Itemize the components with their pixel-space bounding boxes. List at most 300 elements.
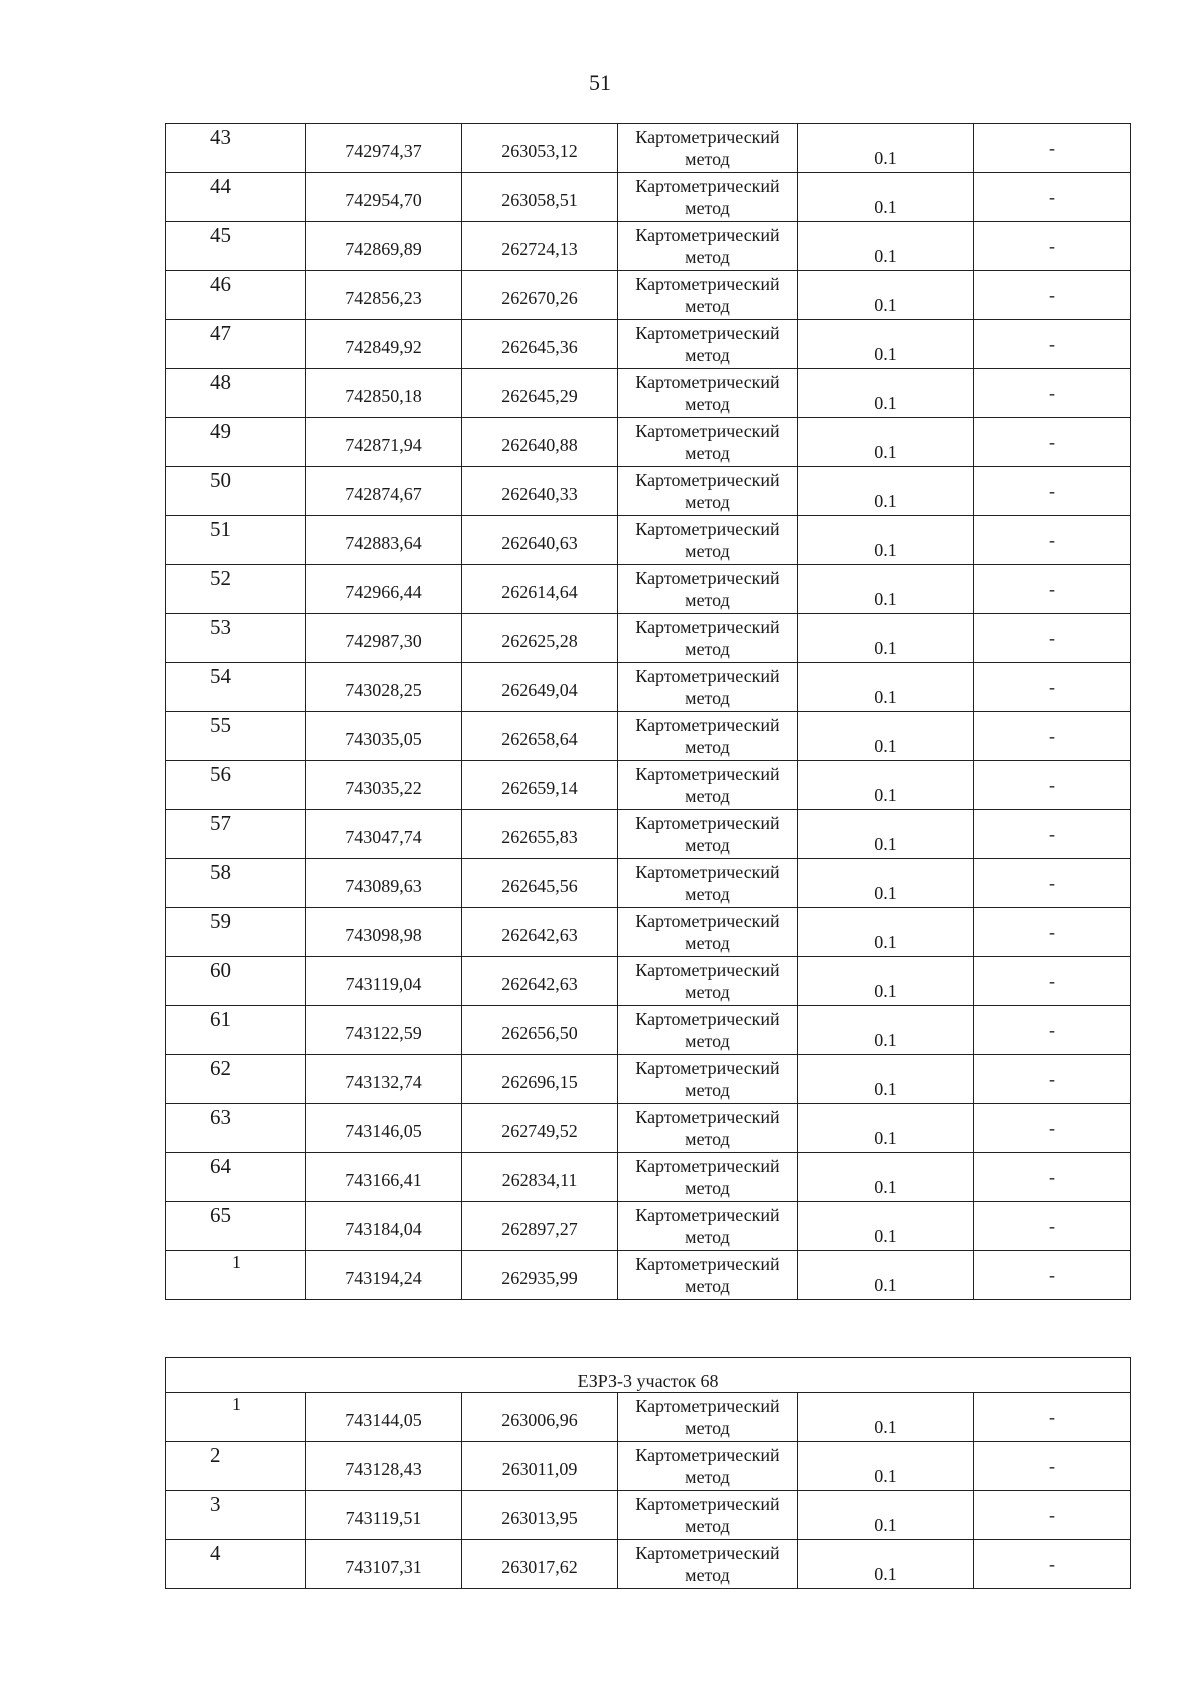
x-coordinate-cell [306,124,462,173]
description-dash: - [1049,774,1055,795]
point-number: 43 [210,125,231,149]
method-line-2: метод [685,198,730,218]
description-dash: - [1049,872,1055,893]
accuracy-cell [798,712,974,761]
point-number-cell [166,320,306,369]
x-coordinate-cell [306,908,462,957]
point-number-cell [166,1202,306,1251]
accuracy-value: 0.1 [874,1030,897,1050]
point-number: 54 [210,664,231,688]
table-row [166,222,1131,271]
point-number: 4 [210,1541,221,1565]
accuracy-value: 0.1 [874,246,897,266]
method-line-1: Картометрический [635,764,780,784]
point-number: 57 [210,811,231,835]
description-dash: - [1049,823,1055,844]
accuracy-value: 0.1 [874,932,897,952]
method-line-2: метод [685,835,730,855]
y-coordinate-cell [462,1540,618,1589]
method-line-1: Картометрический [635,1445,780,1465]
description-cell [974,369,1131,418]
accuracy-cell [798,614,974,663]
y-coordinate: 262642,63 [501,973,578,994]
method-line-2: метод [685,1227,730,1247]
y-coordinate-cell [462,369,618,418]
x-coordinate: 743146,05 [345,1120,422,1141]
table-row [166,1153,1131,1202]
method-line-1: Картометрический [635,813,780,833]
x-coordinate-cell [306,859,462,908]
table-row [166,1491,1131,1540]
x-coordinate: 742850,18 [345,385,422,406]
table-caption [166,1358,1131,1393]
y-coordinate: 262645,29 [501,385,578,406]
accuracy-cell [798,467,974,516]
x-coordinate: 743122,59 [345,1022,422,1043]
method-cell [618,761,798,810]
y-coordinate: 262645,56 [501,875,578,896]
accuracy-value: 0.1 [874,687,897,707]
y-coordinate: 262614,64 [501,581,578,602]
method-line-1: Картометрический [635,176,780,196]
y-coordinate-cell [462,810,618,859]
x-coordinate-cell [306,712,462,761]
x-coordinate-cell [306,957,462,1006]
accuracy-cell [798,1442,974,1491]
method-line-1: Картометрический [635,1494,780,1514]
accuracy-value: 0.1 [874,393,897,413]
description-cell [974,418,1131,467]
method-cell [618,1055,798,1104]
accuracy-value: 0.1 [874,1177,897,1197]
table-row [166,663,1131,712]
x-coordinate-cell [306,222,462,271]
y-coordinate-cell [462,1104,618,1153]
method-line-1: Картометрический [635,470,780,490]
table-row [166,614,1131,663]
accuracy-value: 0.1 [874,344,897,364]
description-dash: - [1049,1264,1055,1285]
x-coordinate: 742869,89 [345,238,422,259]
x-coordinate: 743107,31 [345,1556,422,1577]
accuracy-cell [798,1006,974,1055]
description-cell [974,810,1131,859]
method-line-1: Картометрический [635,372,780,392]
method-cell [618,369,798,418]
x-coordinate: 743132,74 [345,1071,422,1092]
x-coordinate-cell [306,467,462,516]
x-coordinate-cell [306,1442,462,1491]
method-line-2: метод [685,1516,730,1536]
description-dash: - [1049,1504,1056,1525]
description-cell [974,957,1131,1006]
description-dash: - [1049,1068,1055,1089]
point-number-cell [166,1153,306,1202]
method-line-2: метод [685,884,730,904]
x-coordinate: 743119,51 [345,1507,422,1528]
y-coordinate-cell [462,614,618,663]
method-line-1: Картометрический [635,568,780,588]
x-coordinate: 742954,70 [345,189,422,210]
table-row [166,320,1131,369]
description-dash: - [1049,333,1055,354]
accuracy-value: 0.1 [874,1226,897,1246]
method-cell [618,565,798,614]
point-number-cell [166,1055,306,1104]
description-cell [974,1491,1131,1540]
x-coordinate: 742856,23 [345,287,422,308]
accuracy-cell [798,1540,974,1589]
point-number-cell [166,173,306,222]
method-line-2: метод [685,786,730,806]
point-number-cell [166,1251,306,1300]
method-cell [618,810,798,859]
accuracy-value: 0.1 [874,1128,897,1148]
point-number-cell [166,1006,306,1055]
accuracy-cell [798,663,974,712]
method-line-1: Картометрический [635,715,780,735]
point-number-cell [166,1104,306,1153]
description-cell [974,1153,1131,1202]
x-coordinate-cell [306,1540,462,1589]
method-cell [618,1540,798,1589]
table-row [166,908,1131,957]
description-dash: - [1049,676,1055,697]
point-number-cell [166,761,306,810]
description-dash: - [1049,1553,1056,1574]
method-cell [618,173,798,222]
y-coordinate-cell [462,1202,618,1251]
description-cell [974,173,1131,222]
y-coordinate-cell [462,908,618,957]
y-coordinate-cell [462,418,618,467]
accuracy-value: 0.1 [874,638,897,658]
y-coordinate: 262640,33 [501,483,578,504]
accuracy-value: 0.1 [874,883,897,903]
description-cell [974,761,1131,810]
x-coordinate: 742966,44 [345,581,422,602]
method-line-2: метод [685,1178,730,1198]
accuracy-cell [798,1202,974,1251]
point-number: 48 [210,370,231,394]
y-coordinate-cell [462,320,618,369]
accuracy-cell [798,1104,974,1153]
description-cell [974,320,1131,369]
coordinates-table [165,123,1131,1300]
x-coordinate-cell [306,1006,462,1055]
method-line-1: Картометрический [635,127,780,147]
y-coordinate-cell [462,1393,618,1442]
method-cell [618,124,798,173]
accuracy-cell [798,124,974,173]
accuracy-cell [798,957,974,1006]
table-row [166,1202,1131,1251]
y-coordinate-cell [462,1491,618,1540]
description-cell [974,1006,1131,1055]
table-caption-row [166,1358,1131,1393]
method-cell [618,222,798,271]
description-dash: - [1049,382,1055,403]
table-row [166,1055,1131,1104]
method-cell [618,1393,798,1442]
point-number: 53 [210,615,231,639]
y-coordinate: 262897,27 [501,1218,578,1239]
table-row [166,1251,1131,1300]
description-cell [974,271,1131,320]
description-cell [974,1251,1131,1300]
point-number-cell [166,663,306,712]
method-line-1: Картометрический [635,862,780,882]
x-coordinate: 742883,64 [345,532,422,553]
description-cell [974,565,1131,614]
x-coordinate-cell [306,1055,462,1104]
x-coordinate-cell [306,614,462,663]
y-coordinate-cell [462,173,618,222]
description-dash: - [1049,627,1055,648]
method-cell [618,1251,798,1300]
point-number-cell [166,712,306,761]
y-coordinate: 262640,88 [501,434,578,455]
accuracy-cell [798,173,974,222]
point-number: 61 [210,1007,231,1031]
accuracy-cell [798,320,974,369]
accuracy-cell [798,1393,974,1442]
method-cell [618,957,798,1006]
accuracy-value: 0.1 [874,981,897,1001]
point-number-cell [166,859,306,908]
x-coordinate: 742874,67 [345,483,422,504]
y-coordinate-cell [462,565,618,614]
point-number: 55 [210,713,231,737]
x-coordinate-cell [306,1251,462,1300]
point-number-cell [166,271,306,320]
y-coordinate: 262655,83 [501,826,578,847]
method-line-1: Картометрический [635,1543,780,1563]
point-number-cell [166,614,306,663]
point-number-cell [166,516,306,565]
y-coordinate: 263013,95 [501,1507,578,1528]
y-coordinate-cell [462,761,618,810]
method-line-2: метод [685,492,730,512]
method-line-1: Картометрический [635,274,780,294]
x-coordinate-cell [306,320,462,369]
table-row [166,712,1131,761]
accuracy-value: 0.1 [874,1564,897,1584]
description-dash: - [1049,480,1055,501]
method-line-1: Картометрический [635,1254,780,1274]
x-coordinate: 743035,22 [345,777,422,798]
y-coordinate: 262649,04 [501,679,578,700]
accuracy-value: 0.1 [874,540,897,560]
y-coordinate: 262656,50 [501,1022,578,1043]
method-cell [618,1006,798,1055]
y-coordinate: 262659,14 [501,777,578,798]
accuracy-value: 0.1 [874,1466,897,1486]
description-cell [974,516,1131,565]
y-coordinate: 262696,15 [501,1071,578,1092]
y-coordinate-cell [462,1251,618,1300]
method-line-1: Картометрический [635,1156,780,1176]
y-coordinate-cell [462,516,618,565]
y-coordinate: 262749,52 [501,1120,578,1141]
method-cell [618,1491,798,1540]
method-line-1: Картометрический [635,323,780,343]
point-number-cell [166,1442,306,1491]
point-number-cell [166,467,306,516]
method-cell [618,271,798,320]
y-coordinate-cell [462,859,618,908]
point-number: 47 [210,321,231,345]
y-coordinate: 262935,99 [501,1267,578,1288]
point-number: 59 [210,909,231,933]
method-cell [618,1442,798,1491]
description-cell [974,859,1131,908]
y-coordinate: 263011,09 [501,1458,578,1479]
method-cell [618,516,798,565]
accuracy-cell [798,1491,974,1540]
point-number-cell [166,565,306,614]
method-line-1: Картометрический [635,519,780,539]
x-coordinate: 742871,94 [345,434,422,455]
table-row [166,565,1131,614]
x-coordinate: 742987,30 [345,630,422,651]
point-number: 56 [210,762,231,786]
point-number: 50 [210,468,231,492]
accuracy-value: 0.1 [874,736,897,756]
y-coordinate-cell [462,663,618,712]
x-coordinate: 743119,04 [345,973,422,994]
method-cell [618,418,798,467]
method-cell [618,712,798,761]
x-coordinate: 743028,25 [345,679,422,700]
method-line-1: Картометрический [635,1107,780,1127]
point-number: 46 [210,272,231,296]
y-coordinate: 262640,63 [501,532,578,553]
point-number: 63 [210,1105,231,1129]
accuracy-value: 0.1 [874,442,897,462]
description-dash: - [1049,1117,1055,1138]
method-line-2: метод [685,688,730,708]
table-row [166,1393,1131,1442]
table-row [166,173,1131,222]
accuracy-cell [798,908,974,957]
method-cell [618,467,798,516]
method-line-2: метод [685,541,730,561]
x-coordinate: 743098,98 [345,924,422,945]
method-line-1: Картометрический [635,1058,780,1078]
method-line-1: Картометрический [635,225,780,245]
point-number-cell [166,222,306,271]
accuracy-cell [798,565,974,614]
x-coordinate-cell [306,369,462,418]
description-dash: - [1049,431,1055,452]
method-line-2: метод [685,933,730,953]
plot-68-coordinates-table [165,1357,1131,1589]
accuracy-value: 0.1 [874,834,897,854]
method-line-2: метод [685,1467,730,1487]
x-coordinate: 743089,63 [345,875,422,896]
table-row [166,418,1131,467]
method-line-2: метод [685,1418,730,1438]
y-coordinate: 262834,11 [501,1169,578,1190]
description-cell [974,712,1131,761]
point-number: 60 [210,958,231,982]
table-row [166,1540,1131,1589]
description-cell [974,467,1131,516]
y-coordinate-cell [462,467,618,516]
description-dash: - [1049,137,1055,158]
x-coordinate: 743184,04 [345,1218,422,1239]
accuracy-value: 0.1 [874,1275,897,1295]
accuracy-cell [798,810,974,859]
method-line-2: метод [685,345,730,365]
point-number: 45 [210,223,231,247]
page-number: 51 [589,70,611,95]
method-line-2: метод [685,1565,730,1585]
description-cell [974,1055,1131,1104]
point-number: 58 [210,860,231,884]
method-line-1: Картометрический [635,421,780,441]
x-coordinate: 743035,05 [345,728,422,749]
description-cell [974,124,1131,173]
point-number-cell [166,810,306,859]
description-dash: - [1049,186,1055,207]
description-cell [974,1442,1131,1491]
point-number: 62 [210,1056,231,1080]
description-cell [974,614,1131,663]
method-line-2: метод [685,639,730,659]
point-number-cell [166,957,306,1006]
description-dash: - [1049,578,1055,599]
y-coordinate-cell [462,124,618,173]
point-number-cell [166,1540,306,1589]
table-caption-text: ЕЗРЗ-3 участок 68 [577,1371,719,1391]
table-row [166,1104,1131,1153]
method-line-2: метод [685,394,730,414]
description-dash: - [1049,921,1055,942]
description-dash: - [1049,725,1055,746]
accuracy-value: 0.1 [874,785,897,805]
accuracy-cell [798,1055,974,1104]
description-cell [974,908,1131,957]
description-cell [974,1393,1131,1442]
y-coordinate: 263058,51 [501,189,578,210]
description-dash: - [1049,1019,1055,1040]
accuracy-cell [798,761,974,810]
x-coordinate-cell [306,173,462,222]
description-cell [974,1104,1131,1153]
x-coordinate-cell [306,810,462,859]
coordinates-table-body [166,124,1131,1300]
method-line-1: Картометрический [635,960,780,980]
point-number: 51 [210,517,231,541]
y-coordinate-cell [462,1153,618,1202]
x-coordinate-cell [306,1393,462,1442]
accuracy-cell [798,222,974,271]
method-cell [618,1104,798,1153]
description-dash: - [1049,235,1055,256]
x-coordinate-cell [306,1104,462,1153]
y-coordinate: 262670,26 [501,287,578,308]
accuracy-value: 0.1 [874,491,897,511]
method-line-2: метод [685,247,730,267]
method-line-2: метод [685,296,730,316]
table-row [166,761,1131,810]
method-cell [618,1153,798,1202]
method-cell [618,320,798,369]
table-row [166,957,1131,1006]
x-coordinate-cell [306,1202,462,1251]
